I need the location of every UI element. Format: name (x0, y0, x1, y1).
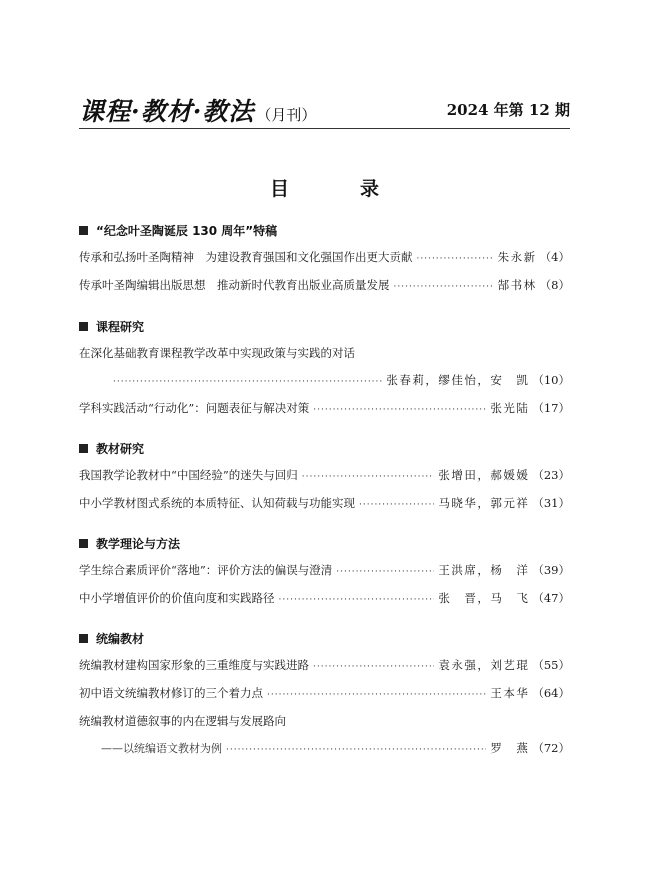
leader-dots (226, 745, 486, 755)
section-heading-text: 统编教材 (96, 632, 145, 646)
leader-dots (359, 500, 434, 510)
entry-page: （47） (532, 591, 570, 605)
entry-author: 郜书林 (497, 278, 537, 292)
toc-entry[interactable] (79, 467, 570, 483)
entry-title: 统编教材建构国家形象的三重维度与实践进路 (79, 658, 309, 672)
leader-dots (302, 472, 435, 482)
square-bullet-icon (79, 444, 88, 453)
entry-page: （4） (539, 250, 570, 264)
section-heading (79, 222, 277, 239)
toc-entry[interactable] (79, 657, 570, 673)
leader-dots (113, 377, 382, 387)
magazine-name: 课程·教材·教法 (79, 97, 255, 126)
entry-author: 张光陆 (490, 401, 530, 415)
entry-page: （10） (532, 373, 570, 387)
toc-entry[interactable] (79, 495, 570, 511)
toc-entry[interactable] (79, 277, 570, 293)
entry-title[interactable]: 统编教材道德叙事的内在逻辑与发展路向 (79, 714, 286, 728)
entry-title[interactable]: 在深化基础教育课程教学改革中实现政策与实践的对话 (79, 346, 355, 360)
toc-entry[interactable] (79, 400, 570, 416)
section-heading (79, 630, 144, 647)
entry-author: 朱永新 (497, 250, 537, 264)
toc-entry[interactable] (79, 249, 570, 265)
entry-author: 张春莉，缪佳怡，安 凯 (386, 373, 530, 387)
entry-author: 张增田，郝媛媛 (438, 468, 530, 482)
leader-dots (267, 690, 486, 700)
entry-author: 袁永强，刘艺琨 (438, 658, 530, 672)
masthead (79, 92, 570, 129)
entry-title: 传承和弘扬叶圣陶精神 为建设教育强国和文化强国作出更大贡献 (79, 250, 413, 264)
entry-title: 传承叶圣陶编辑出版思想 推动新时代教育出版业高质量发展 (79, 278, 390, 292)
section-heading-text: 教材研究 (96, 442, 145, 456)
entry-title: 学科实践活动“行动化”：问题表征与解决对策 (79, 401, 310, 415)
entry-page: （23） (532, 468, 570, 482)
entry-subtitle: ——以统编语文教材为例 (101, 742, 222, 755)
entry-page: （31） (532, 496, 570, 510)
toc-entry[interactable] (79, 590, 570, 606)
entry-title: 中小学教材图式系统的本质特征、认知荷载与功能实现 (79, 496, 355, 510)
entry-title: 中小学增值评价的价值向度和实践路径 (79, 591, 275, 605)
leader-dots (313, 405, 486, 415)
leader-dots (313, 662, 434, 672)
issue-number: 2024 年第 12 期 (446, 101, 570, 119)
leader-dots (336, 567, 434, 577)
entry-title: 学生综合素质评价“落地”：评价方法的偏误与澄清 (79, 563, 333, 577)
entry-author: 马晓华，郭元祥 (438, 496, 530, 510)
magazine-frequency: （月刊） (256, 106, 317, 124)
entry-page: （72） (532, 741, 570, 755)
entry-author: 罗 燕 (490, 741, 530, 755)
entry-title: 我国教学论教材中“中国经验”的迷失与回归 (79, 468, 298, 482)
square-bullet-icon (79, 634, 88, 643)
section-heading-text: 教学理论与方法 (96, 537, 181, 551)
square-bullet-icon (79, 226, 88, 235)
leader-dots (394, 282, 494, 292)
entry-page: （17） (532, 401, 570, 415)
entry-title: 初中语文统编教材修订的三个着力点 (79, 686, 263, 700)
entry-page: （39） (532, 563, 570, 577)
leader-dots (417, 254, 494, 264)
entry-page: （64） (532, 686, 570, 700)
entry-author: 王本华 (490, 686, 530, 700)
toc-heading: 目 录 (269, 178, 405, 200)
toc-entry[interactable] (79, 685, 570, 701)
section-heading-text: “纪念叶圣陶诞辰 130 周年”特稿 (96, 224, 278, 238)
section-heading (79, 318, 144, 335)
section-heading-text: 课程研究 (96, 320, 145, 334)
entry-author: 王洪席，杨 洋 (438, 563, 530, 577)
square-bullet-icon (79, 539, 88, 548)
entry-page: （55） (532, 658, 570, 672)
toc-entry-continuation[interactable] (79, 740, 570, 756)
toc-entry[interactable] (79, 562, 570, 578)
toc-entry-continuation[interactable] (79, 372, 570, 388)
section-heading (79, 440, 144, 457)
square-bullet-icon (79, 322, 88, 331)
magazine-title (79, 92, 316, 128)
entry-page: （8） (539, 278, 570, 292)
entry-author: 张 晋，马 飞 (438, 591, 530, 605)
section-heading (79, 535, 180, 552)
leader-dots (279, 595, 435, 605)
